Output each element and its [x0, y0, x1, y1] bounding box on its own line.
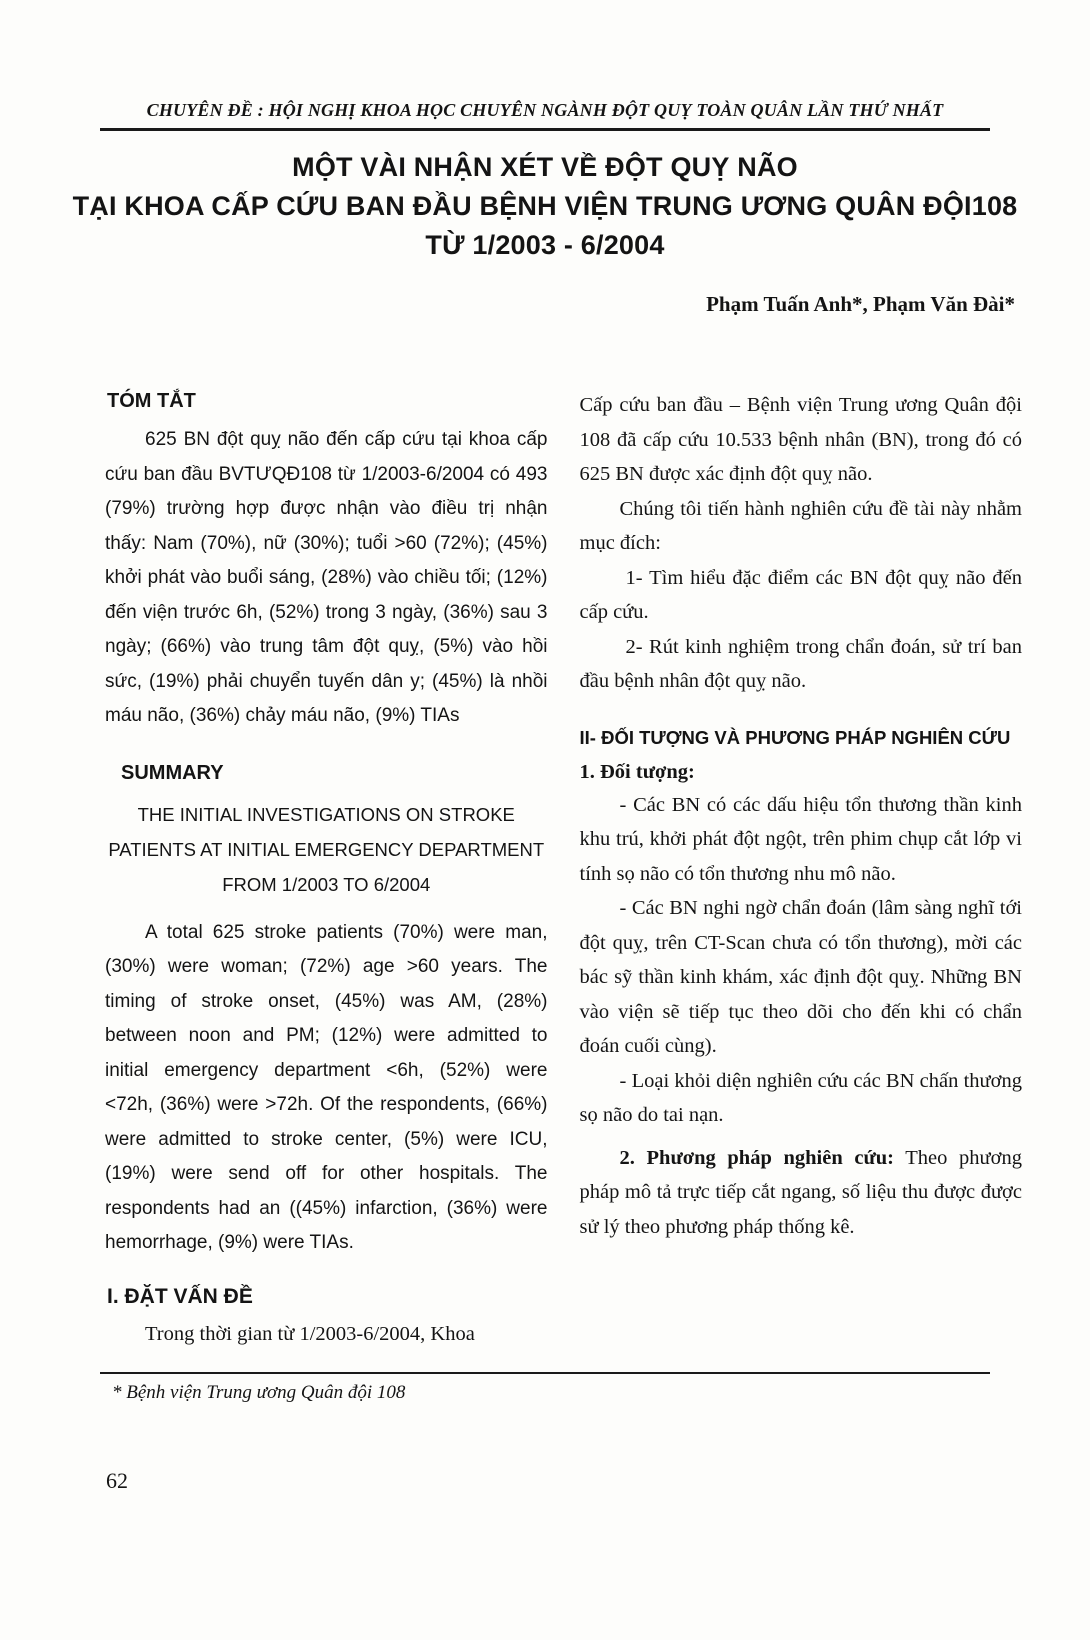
section-1-paragraph: Trong thời gian từ 1/2003-6/2004, Khoa [145, 1322, 475, 1345]
right-column [580, 388, 1023, 1351]
authors: Phạm Tuấn Anh*, Phạm Văn Đài* [706, 292, 1015, 316]
paper-title [0, 148, 1090, 265]
aim-item-2: 2- Rút kinh nghiệm trong chẩn đoán, sử trí ban đầu bệnh nhân đột quỵ não. [579, 635, 1022, 692]
subjects-item-2: - Các BN nghi ngờ chẩn đoán (lâm sàng nghĩ tới đột quỵ, trên CT-Scan chưa có tổn thương), mời các bác sỹ thần kinh khám, xác định đột quỵ. Những BN vào viện sẽ tiếp tục theo dõi cho đến khi có chẩn đoán cuối cùng). [579, 897, 1022, 1057]
running-head: CHUYÊN ĐỀ : HỘI NGHỊ KHOA HỌC CHUYÊN NGÀNH ĐỘT QUỴ TOÀN QUÂN LẦN THỨ NHẤT [146, 100, 944, 120]
section-2-heading: II- ĐỐI TƯỢNG VÀ PHƯƠNG PHÁP NGHIÊN CỨU [579, 726, 1011, 748]
subsection-1-heading: 1. Đối tượng: [579, 760, 695, 783]
abstract-paragraph: 625 BN đột quỵ não đến cấp cứu tại khoa cấp cứu ban đầu BVTƯQĐ108 từ 1/2003-6/2004 có 493 (79%) trường hợp được nhận vào điều trị nhận thấy: Nam (70%), nữ (30%); tuổi >60 (72%); (45%) khởi phát vào buổi sáng, (28%) vào chiều tối; (12%) đến viện trước 6h, (52%) trong 3 ngày, (36%) sau 3 ngày; (66%) vào trung tâm đột quỵ, (5%) vào hồi sức, (19%) phải chuyển tuyến dân y; (45%) là nhồi máu não, (36%) chảy máu não, (9%) TIAs [105, 429, 548, 726]
abstract-heading: TÓM TẮT [107, 390, 196, 412]
methods-paragraph [580, 1141, 1023, 1245]
page-number: 62 [106, 1468, 128, 1493]
subsection-2-body: Theo phương pháp mô tả trực tiếp cắt ngang, số liệu thu được được sử lý theo phương pháp thống kê. [579, 1146, 1023, 1238]
title-line-2: TẠI KHOA CẤP CỨU BAN ĐẦU BỆNH VIỆN TRUNG ƯƠNG QUÂN ĐỘI108 [72, 191, 1018, 221]
intro-paragraph-continuation: Cấp cứu ban đầu – Bệnh viện Trung ương Quân đội 108 đã cấp cứu 10.533 bệnh nhân (BN), trong đó có 625 BN được xác định đột quỵ não. [579, 394, 1022, 485]
footnote: * Bệnh viện Trung ương Quân đội 108 [112, 1382, 406, 1403]
footnote-rule [100, 1372, 990, 1374]
two-column-body [105, 388, 1022, 1351]
summary-subheading: THE INITIAL INVESTIGATIONS ON STROKE PATIENTS AT INITIAL EMERGENCY DEPARTMENT FROM 1/2003 TO 6/2004 [108, 803, 545, 895]
summary-paragraph: A total 625 stroke patients (70%) were man, (30%) were woman; (72%) age >60 years. The timing of stroke onset, (45%) was AM, (28%) between noon and PM; (12%) were admitted to initial emergency department <6h, (52%) were <72h, (36%) were >72h. Of the respondents, (66%) were admitted to stroke center, (5%) were ICU, (19%) were send off for other hospitals. The respondents had an ((45%) infarction, (36%) were hemorrhage, (9%) were TIAs. [105, 921, 548, 1253]
title-line-1: MỘT VÀI NHẬN XÉT VỀ ĐỘT QUỴ NÃO [292, 152, 798, 182]
subjects-item-1: - Các BN có các dấu hiệu tổn thương thần kinh khu trú, khởi phát đột ngột, trên phim chụp cắt lớp vi tính sọ não có tổn thương nhu mô não. [579, 793, 1022, 885]
left-column [105, 388, 548, 1351]
aim-item-1: 1- Tìm hiểu đặc điểm các BN đột quỵ não đến cấp cứu. [579, 566, 1022, 623]
subjects-item-3: - Loại khỏi diện nghiên cứu các BN chấn thương sọ não do tai nạn. [579, 1069, 1022, 1126]
header-rule [100, 128, 990, 131]
title-line-3: TỪ 1/2003 - 6/2004 [425, 230, 665, 260]
intro-paragraph-2: Chúng tôi tiến hành nghiên cứu đề tài này nhằm mục đích: [579, 497, 1022, 554]
subsection-2-heading: 2. Phương pháp nghiên cứu: [619, 1146, 895, 1169]
section-1-heading: I. ĐẶT VẤN ĐỀ [107, 1284, 253, 1308]
summary-heading: SUMMARY [121, 761, 224, 784]
